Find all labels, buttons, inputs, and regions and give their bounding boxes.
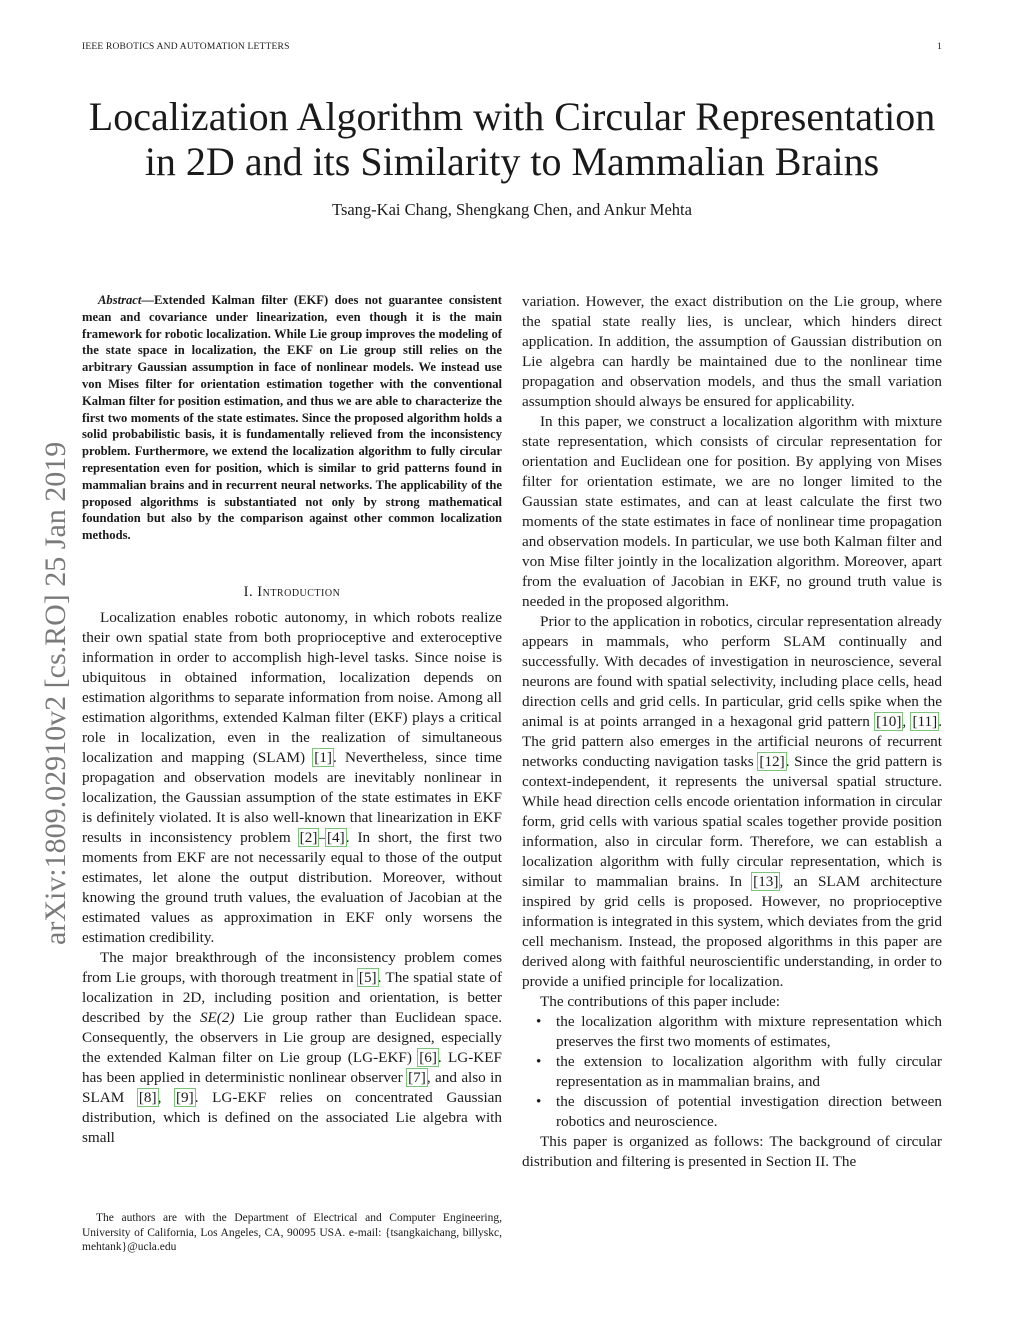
- bullet-icon: •: [536, 1053, 542, 1070]
- citation-link[interactable]: [1]: [314, 748, 332, 766]
- paragraph-text: ,: [902, 713, 912, 730]
- author-affiliation-footnote: The authors are with the Department of Electrical and Computer Engineering, University of California, Los Angeles, CA, 90095 USA. e-mail: {tsangkaichang, billyskc, mehtank}@ucla.edu: [82, 1212, 502, 1253]
- paragraph-text: , an SLAM architecture inspired by grid cells is proposed. However, no proprioceptive information is integrated in this system, which deviates from the grid cell mechanism. Instead, the proposed algorithms in this paper are derived along with faithful neuroscientific understanding, in order to provide a unified principle for localization.: [522, 873, 942, 990]
- paragraph-text: . LG-KEF has been applied in deterministic nonlinear observer: [82, 1048, 502, 1086]
- paragraph-text: . In short, the first two moments from EKF are not necessarily equal to those of the output estimates, let alone the output distribution. Moreover, without knowing the ground truth values, the evaluation of Jacobian at the estimated values as approximation in EKF only worsens the estimation credibility.: [82, 828, 503, 946]
- running-head: [82, 42, 942, 56]
- body-paragraph-continued: variation. However, the exact distribution on the Lie group, where the spatial state really lies, is unclear, which hinders direct application. In addition, the assumption of Gaussian distribution on Lie algebra can hardly be maintained due to the nonlinear time propagation and observation models, and thus the small variation assumption should always be ensured for applicability.: [522, 293, 942, 410]
- paper-title: [60, 94, 964, 184]
- abstract-text: Extended Kalman filter (EKF) does not guarantee consistent mean and covariance under linearization, even though it is the main framework for robotic localization. While Lie group improves the modeling of the state space in localization, the EKF on Lie group still relies on the arbitrary Gaussian assumption in face of nonlinear models. We instead use von Mises filter for orientation estimation together with the conventional Kalman filter for position estimation, and thus we are able to characterize the first two moments of the state estimates. Since the proposed algorithm holds a solid probabilistic basis, it is fundamentally relieved from the inconsistency problem. Furthermore, we extend the localization algorithm to fully circular representation even for position, which is similar to grid patterns found in mammalian brains and in recurrent neural networks. The applicability of the proposed algorithms is substantiated not only by strong mathematical foundation but also by the comparison against other common localization methods.: [82, 293, 502, 543]
- abstract-dash: —: [141, 293, 154, 307]
- section-heading-introduction: [82, 582, 502, 602]
- paragraph-text: , and also in SLAM: [82, 1068, 502, 1106]
- paragraph-text: . Since the grid pattern is context-independent, it represents the universal spatial structure. While head direction cells encode orientation information in circular form, grid cells with various spatial scales together provide position information, also in circular form. Therefore, we can establish a localization algorithm with fully circular representation, which is similar to mammalian brains. In: [522, 753, 942, 890]
- list-item: [536, 1052, 942, 1092]
- journal-name: IEEE ROBOTICS AND AUTOMATION LETTERS: [82, 42, 290, 52]
- list-item-text: the localization algorithm with mixture representation which preserves the first two moments of estimates,: [556, 1013, 942, 1050]
- body-paragraph-contribution-overview: In this paper, we construct a localization algorithm with mixture state representation, which consists of circular representation for orientation and Euclidean one for position. By applying von Mises filter for orientation estimate, we are no longer limited to the Gaussian state estimates, and can at least calculate the first two moments of the state estimates in face of nonlinear time propagation and observation models. In particular, we use both Kalman filter and von Mise filter jointly in the localization algorithm. Moreover, apart from the evaluation of Jacobian in EKF, no ground truth value is needed in the proposed algorithm.: [522, 413, 942, 610]
- citation-link[interactable]: [10]: [876, 713, 902, 730]
- section-title: Introduction: [257, 583, 341, 600]
- intro-paragraph-1: [82, 608, 502, 948]
- citation-link[interactable]: [5]: [358, 968, 377, 986]
- citation-link[interactable]: [9]: [176, 1088, 194, 1106]
- section-numeral: I.: [243, 583, 254, 600]
- paragraph-text: . The grid pattern also emerges in the artificial neurons of recurrent networks conducting navigation tasks: [522, 713, 943, 770]
- bullet-icon: •: [536, 1013, 542, 1030]
- range-dash: –: [318, 828, 326, 846]
- arxiv-identifier: arXiv:1809.02910v2 [cs.RO] 25 Jan 2019: [39, 441, 72, 945]
- citation-link[interactable]: [11]: [912, 713, 938, 730]
- paragraph-text: Lie group rather than Euclidean space. Consequently, the observers in Lie group are designed, especially the extended Kalman filter on Lie group (LG-EKF): [82, 1008, 502, 1066]
- abstract-label: Abstract: [98, 293, 142, 307]
- citation-link[interactable]: [13]: [753, 873, 779, 890]
- math-expression: SE(2): [199, 1008, 235, 1026]
- title-line-1: Localization Algorithm with Circular Representation: [88, 94, 936, 139]
- organization-paragraph: This paper is organized as follows: The background of circular distribution and filtering is presented in Section II. The: [522, 1133, 942, 1170]
- paragraph-text: The major breakthrough of the inconsistency problem comes from Lie groups, with thorough treatment in: [82, 948, 502, 986]
- citation-link[interactable]: [12]: [759, 753, 785, 770]
- left-column: [82, 292, 502, 1148]
- list-item: [536, 1092, 942, 1132]
- list-item-text: the extension to localization algorithm with fully circular representation as in mammalian brains, and: [556, 1053, 942, 1090]
- paragraph-text: . The spatial state of localization in 2D, including position and orientation, is better described by the: [82, 968, 503, 1026]
- list-item-text: the discussion of potential investigation direction between robotics and neuroscience.: [556, 1093, 942, 1130]
- right-column: [522, 292, 942, 1172]
- paragraph-text: ,: [157, 1088, 175, 1106]
- page-number: 1: [937, 42, 942, 52]
- body-paragraph-neuroscience: [522, 612, 942, 992]
- paragraph-text: Prior to the application in robotics, circular representation already appears in mammals, who perform SLAM continually and successfully. With decades of investigation in neuroscience, several neurons are found with spatial selectivity, including place cells, head direction cells and grid cells. In particular, grid cells spike when the animal is at points arranged in a hexagonal grid pattern: [522, 613, 942, 730]
- paragraph-text: Localization enables robotic autonomy, in which robots realize their own spatial state from both proprioceptive and exteroceptive information in order to accomplish high-level tasks. Since noise is ubiquitous in obtained information, localization depends on estimation algorithms to separate information from noise. Among all estimation algorithms, extended Kalman filter (EKF) plays a critical role in localization, even in the realization of simultaneous localization and mapping (SLAM): [82, 608, 502, 766]
- intro-paragraph-2: [82, 948, 502, 1148]
- author-list: Tsang-Kai Chang, Shengkang Chen, and Ankur Mehta: [332, 200, 692, 219]
- citation-link[interactable]: [6]: [419, 1048, 437, 1066]
- list-item: [536, 1012, 942, 1052]
- title-line-2: in 2D and its Similarity to Mammalian Brains: [144, 139, 880, 184]
- paragraph-text: . LG-EKF relies on concentrated Gaussian distribution, which is defined on the associated Lie algebra with small: [82, 1088, 503, 1146]
- paragraph-text: . Nevertheless, since time propagation and observation models are inevitably nonlinear in localization, the Gaussian assumption of the state estimates in EKF is definitely violated. It is also well-known that linearization in EKF results in inconsistency problem: [82, 748, 503, 846]
- citation-link[interactable]: [4]: [326, 828, 345, 846]
- contributions-list: [522, 1012, 942, 1132]
- citation-link[interactable]: [7]: [408, 1068, 426, 1086]
- citation-link[interactable]: [8]: [138, 1088, 157, 1106]
- abstract: [82, 292, 502, 544]
- citation-link[interactable]: [2]: [299, 828, 318, 846]
- contributions-intro: The contributions of this paper include:: [540, 993, 780, 1010]
- bullet-icon: •: [536, 1093, 542, 1110]
